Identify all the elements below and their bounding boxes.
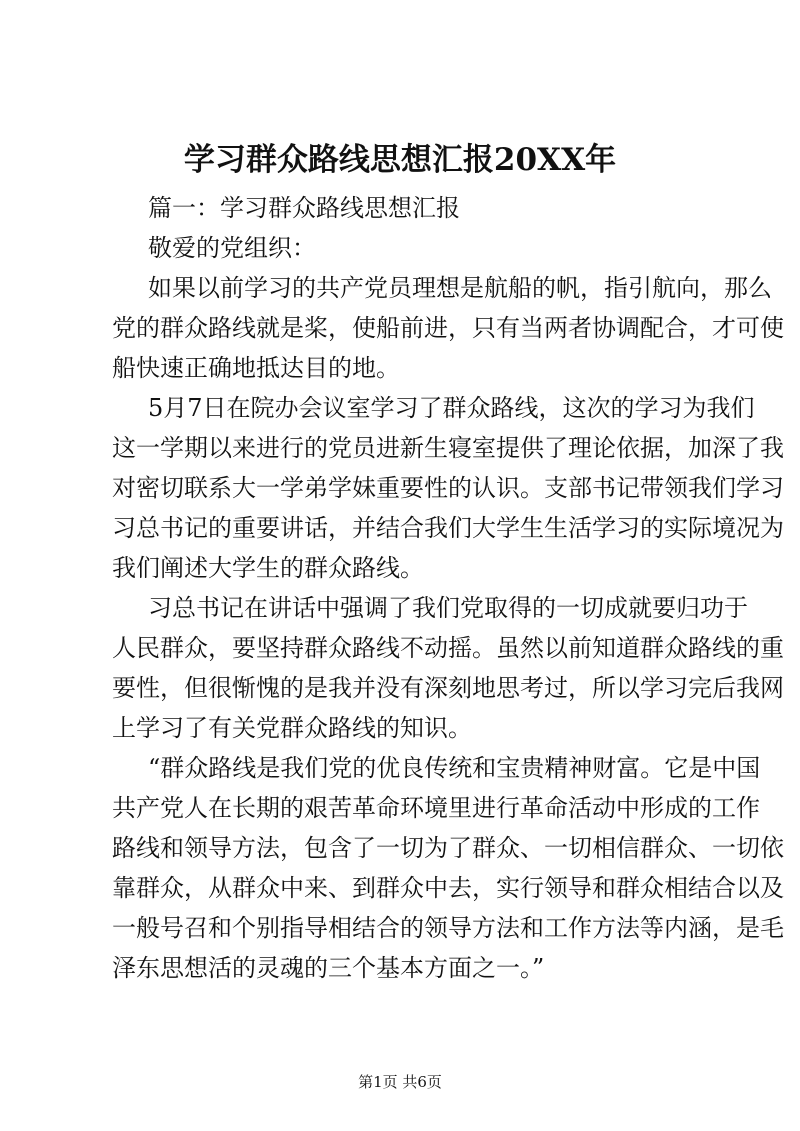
page-footer: 第1页 共6页: [358, 1073, 442, 1091]
paragraph-2: 5月7日在院办会议室学习了群众路线，这次的学习为我们 这一学期以来进行的党员进新生寝室提供了理论依据，加深了我 对密切联系大一学弟学妹重要性的认识。支部书记带领我们学习 习总书记的重要讲话，并结合我们大学生生活学习的实际境况为 我们阐述大学生的群众路线。: [112, 394, 784, 582]
paragraph-1: 如果以前学习的共产党员理想是航船的帆，指引航向，那么 党的群众路线就是桨，使船前进，只有当两者协调配合，才可使 船快速正确地抵达目的地。: [112, 274, 784, 382]
paragraph-3: 习总书记在讲话中强调了我们党取得的一切成就要归功于 人民群众，要坚持群众路线不动摇。虽然以前知道群众路线的重 要性，但很惭愧的是我并没有深刻地思考过，所以学习完后我网 上学习了有关党群众路线的知识。: [112, 594, 784, 742]
section-heading: 篇一：学习群众路线思想汇报: [148, 194, 460, 222]
salutation: 敬爱的党组织：: [148, 234, 316, 262]
document-title: 学习群众路线思想汇报20XX年: [183, 142, 617, 178]
paragraph-4-quote: “群众路线是我们党的优良传统和宝贵精神财富。它是中国 共产党人在长期的艰苦革命环境里进行革命活动中形成的工作 路线和领导方法，包含了一切为了群众、一切相信群众、一切依 靠群众，从群众中来、到群众中去，实行领导和群众相结合以及 一般号召和个别指导相结合的领导方法和工作方法等内涵，是毛 泽东思想活的灵魂的三个基本方面之一。”: [112, 754, 784, 982]
